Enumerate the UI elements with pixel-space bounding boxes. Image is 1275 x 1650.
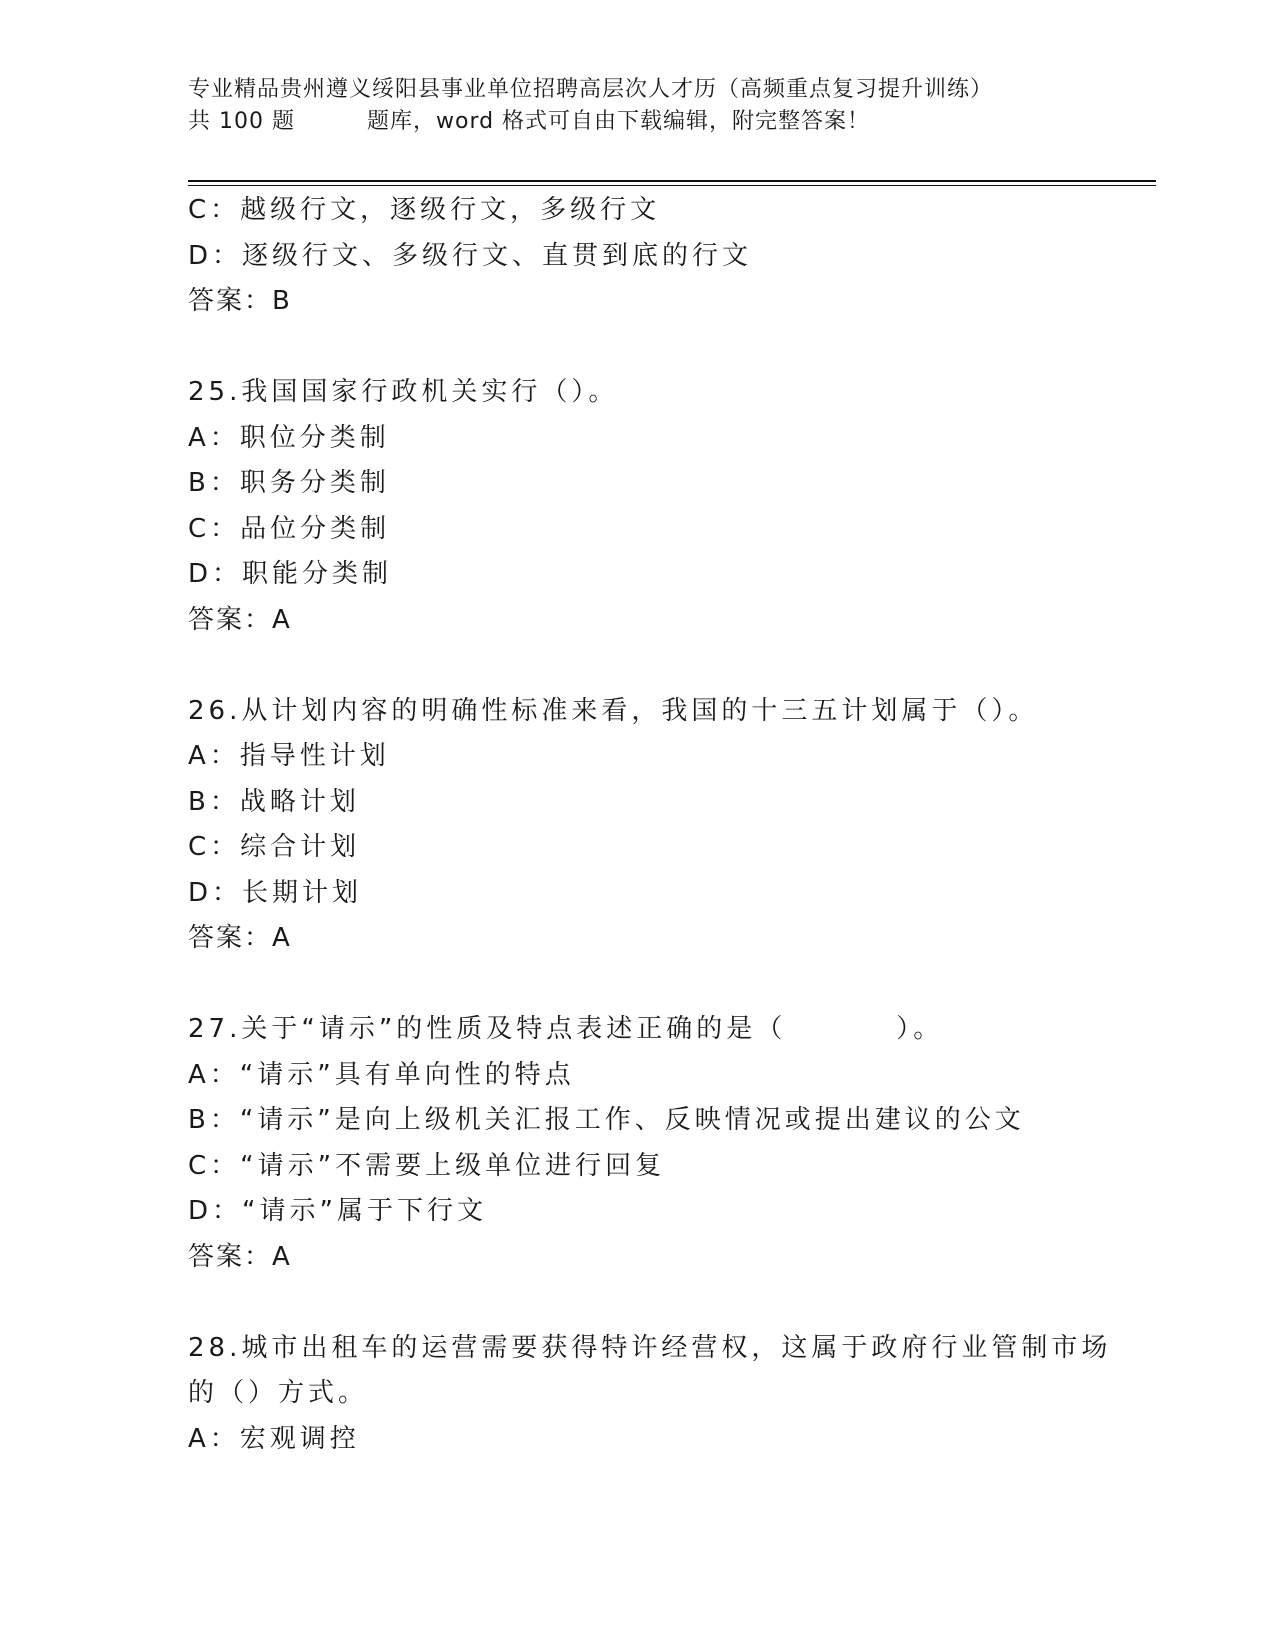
option-a: A：指导性计划 xyxy=(188,741,390,771)
header-divider-thin xyxy=(188,185,1156,186)
question-stem-end: ）。 xyxy=(896,1014,944,1044)
document-header xyxy=(188,74,1088,138)
option-c: C：综合计划 xyxy=(188,832,361,862)
option-a: A：宏观调控 xyxy=(188,1423,360,1454)
question-27 xyxy=(188,1007,1088,1280)
header-title-line2 xyxy=(188,106,1088,138)
option-c: C：品位分类制 xyxy=(188,513,391,544)
question-26 xyxy=(188,689,1088,962)
answer-line: 答案：A xyxy=(188,604,292,635)
option-c: C：“请示”不需要上级单位进行回复 xyxy=(188,1150,666,1181)
question-25 xyxy=(188,370,1088,643)
question-stem xyxy=(188,1007,1088,1053)
question-28 xyxy=(188,1326,1112,1463)
question-content xyxy=(188,188,1112,1462)
question-stem-line2: 的（）方式。 xyxy=(188,1378,369,1408)
answer-line: 答案：A xyxy=(188,923,292,953)
question-stem: 26.从计划内容的明确性标准来看，我国的十三五计划属于（）。 xyxy=(188,695,1039,726)
header-description: 题库，word 格式可自由下载编辑，附完整答案！ xyxy=(366,109,871,134)
header-divider-thick xyxy=(188,180,1156,182)
option-a: A：职位分类制 xyxy=(188,422,390,453)
option-b: B：“请示”是向上级机关汇报工作、反映情况或提出建议的公文 xyxy=(188,1105,1025,1135)
option-d: D：逐级行文、多级行文、直贯到底的行文 xyxy=(188,240,753,271)
header-question-count: 共 100 题 xyxy=(188,109,295,134)
option-b: B：战略计划 xyxy=(188,786,360,817)
option-d: D：职能分类制 xyxy=(188,559,393,589)
header-title-line1: 专业精品贵州遵义绥阳县事业单位招聘高层次人才历（高频重点复习提升训练） xyxy=(188,77,994,102)
option-c: C：越级行文，逐级行文，多级行文 xyxy=(188,195,661,225)
option-b: B：职务分类制 xyxy=(188,468,390,498)
question-stem-start: 27.关于“请示”的性质及特点表述正确的是（ xyxy=(188,1014,787,1044)
answer-line: 答案：B xyxy=(188,286,292,316)
option-d: D：“请示”属于下行文 xyxy=(188,1196,487,1226)
option-d: D：长期计划 xyxy=(188,877,363,908)
option-a: A：“请示”具有单向性的特点 xyxy=(188,1059,575,1090)
question-stem: 25.我国国家行政机关实行（）。 xyxy=(188,377,619,407)
question-stem-line1: 28.城市出租车的运营需要获得特许经营权，这属于政府行业管制市场 xyxy=(188,1332,1112,1363)
answer-line: 答案：A xyxy=(188,1241,292,1272)
